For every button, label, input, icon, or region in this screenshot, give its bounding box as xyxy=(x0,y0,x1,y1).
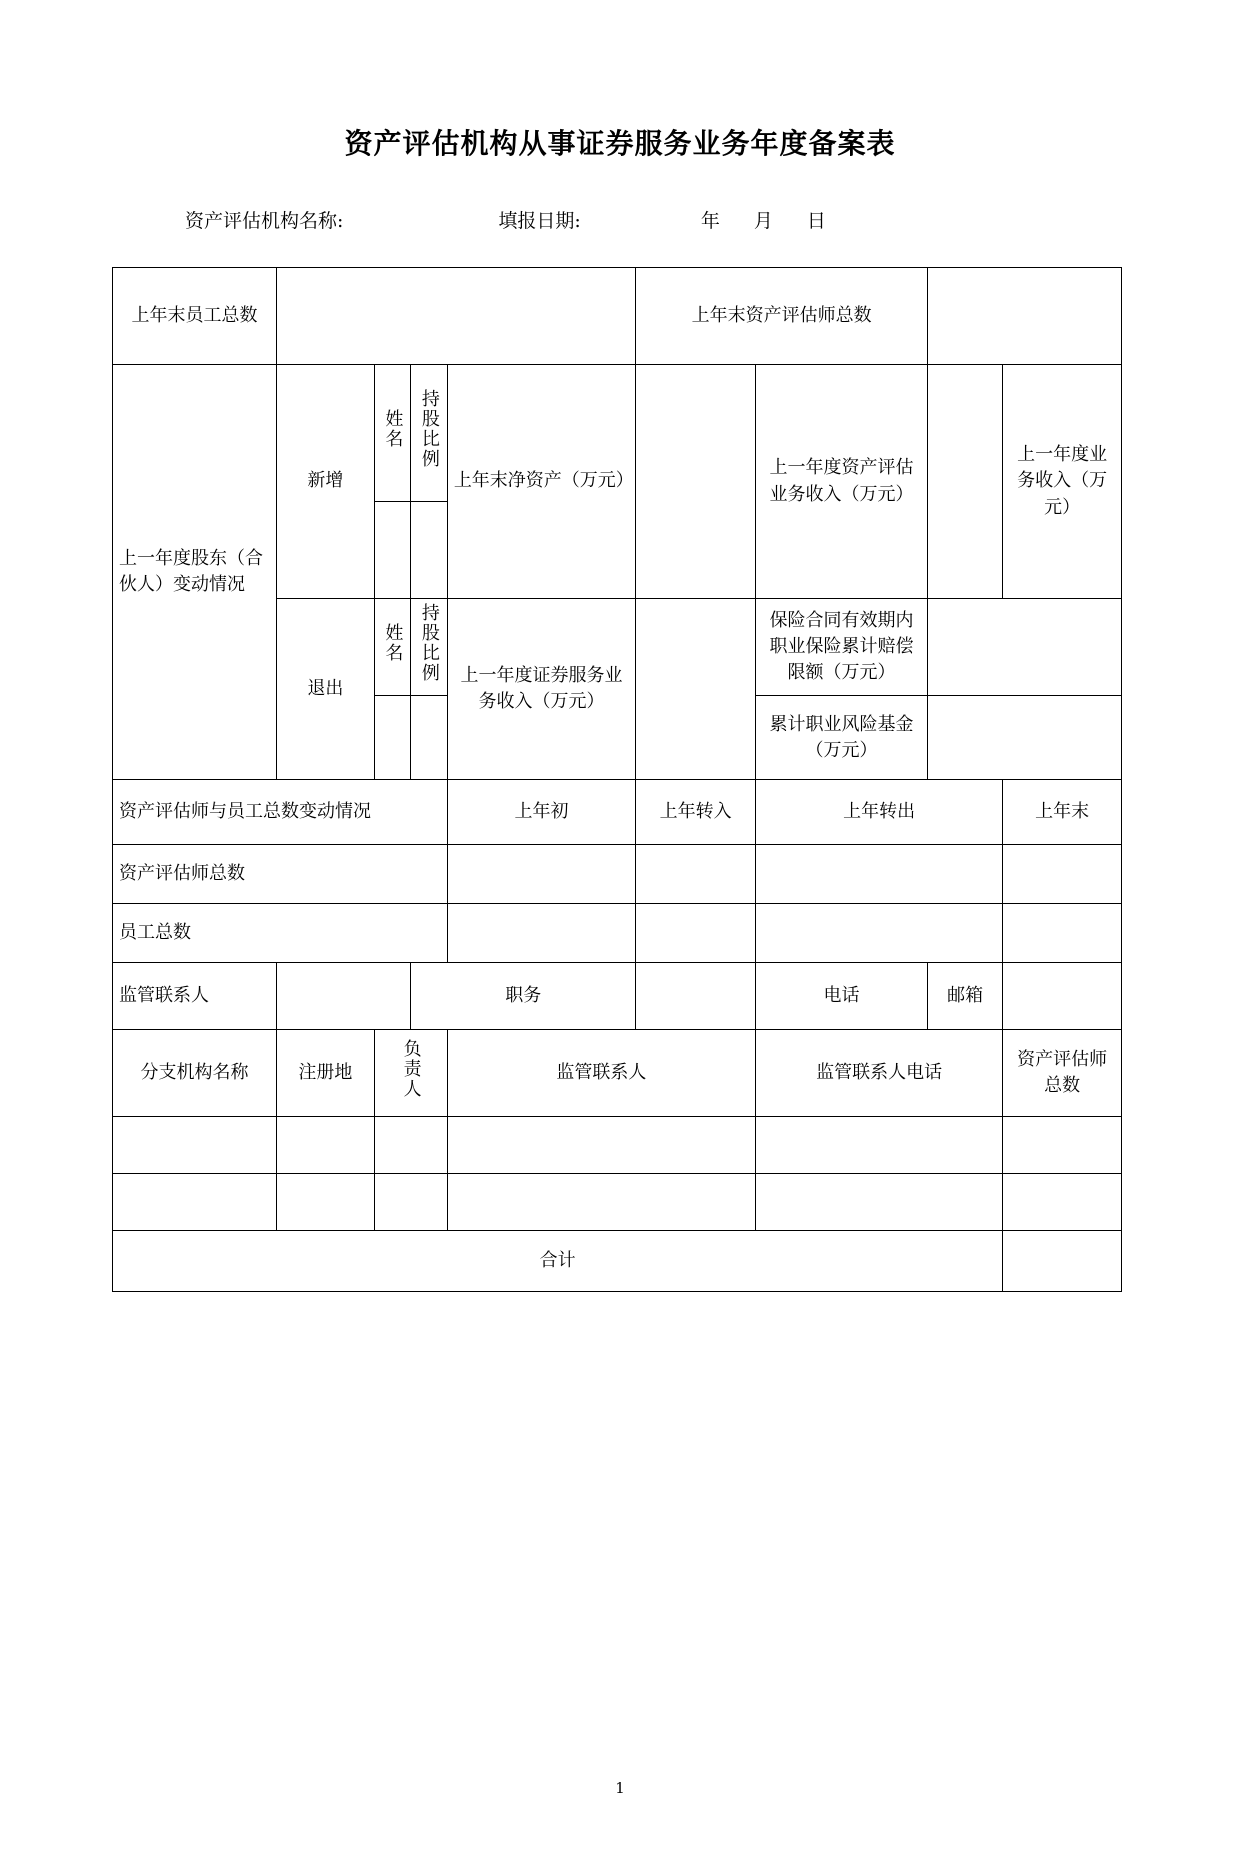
registration-place-label: 注册地 xyxy=(277,1030,375,1117)
exit-label: 退出 xyxy=(277,599,375,780)
branch-contact-label: 监管联系人 xyxy=(447,1030,755,1117)
table-row-staff-count xyxy=(113,904,1122,963)
added-name-label: 姓名 xyxy=(374,365,411,502)
net-assets-value[interactable] xyxy=(636,365,756,599)
added-label: 新增 xyxy=(277,365,375,599)
table-row-branch-header xyxy=(113,1030,1122,1117)
table-row-total xyxy=(113,1231,1122,1292)
supervisor-name-value[interactable] xyxy=(277,963,411,1030)
appraiser-total-label: 上年末资产评估师总数 xyxy=(636,268,928,365)
branch-appraiser-total-label: 资产评估师总数 xyxy=(1003,1030,1122,1117)
insurance-limit-label: 保险合同有效期内职业保险累计赔偿限额（万元） xyxy=(756,599,928,696)
branch-contact-value[interactable] xyxy=(447,1117,755,1174)
document-subheader xyxy=(185,206,1120,233)
branch-name-value[interactable] xyxy=(113,1174,277,1231)
table-row-headcount-header xyxy=(113,780,1122,845)
branch-name-label: 分支机构名称 xyxy=(113,1030,277,1117)
position-label: 职务 xyxy=(411,963,636,1030)
document-page xyxy=(0,122,1240,1875)
added-name-value[interactable] xyxy=(374,502,411,599)
supervisor-contact-label: 监管联系人 xyxy=(113,963,277,1030)
risk-fund-label: 累计职业风险基金（万元） xyxy=(756,696,928,780)
responsible-person-label: 负责人 xyxy=(374,1030,447,1117)
supervisor-position-value[interactable] xyxy=(636,963,756,1030)
exit-name-value[interactable] xyxy=(374,696,411,780)
staff-total-label: 上年末员工总数 xyxy=(113,268,277,365)
year-month-day-label: 年 月 日 xyxy=(700,210,840,232)
total-label: 合计 xyxy=(113,1231,1003,1292)
headcount-change-label: 资产评估师与员工总数变动情况 xyxy=(113,780,448,845)
risk-fund-value[interactable] xyxy=(927,696,1121,780)
branch-appraisers-value[interactable] xyxy=(1003,1174,1122,1231)
added-ratio-value[interactable] xyxy=(411,502,448,599)
appraiser-count-label: 资产评估师总数 xyxy=(113,845,448,904)
phone-label: 电话 xyxy=(756,963,928,1030)
appraisal-revenue-label: 上一年度资产评估业务收入（万元） xyxy=(756,365,928,599)
business-revenue-label: 上一年度业务收入（万元） xyxy=(1003,365,1122,599)
col-out-label: 上年转出 xyxy=(756,780,1003,845)
branch-place-value[interactable] xyxy=(277,1174,375,1231)
added-ratio-label: 持股比例 xyxy=(411,365,448,502)
fill-date-label: 填报日期: xyxy=(498,210,581,232)
exit-ratio-value[interactable] xyxy=(411,696,448,780)
col-begin-label: 上年初 xyxy=(447,780,635,845)
staff-out-value[interactable] xyxy=(756,904,1003,963)
appraiser-out-value[interactable] xyxy=(756,845,1003,904)
staff-end-value[interactable] xyxy=(1003,904,1122,963)
table-row xyxy=(113,1117,1122,1174)
insurance-limit-value[interactable] xyxy=(927,599,1121,696)
supervisor-email-value[interactable] xyxy=(1003,963,1122,1030)
branch-appraisers-value[interactable] xyxy=(1003,1117,1122,1174)
shareholder-change-label: 上一年度股东（合伙人）变动情况 xyxy=(113,365,277,780)
staff-in-value[interactable] xyxy=(636,904,756,963)
branch-contact-phone-label: 监管联系人电话 xyxy=(756,1030,1003,1117)
table-row-staff-total xyxy=(113,268,1122,365)
staff-count-label: 员工总数 xyxy=(113,904,448,963)
appraiser-begin-value[interactable] xyxy=(447,845,635,904)
table-row-supervisor-contact xyxy=(113,963,1122,1030)
col-end-label: 上年末 xyxy=(1003,780,1122,845)
branch-person-value[interactable] xyxy=(374,1117,447,1174)
appraiser-in-value[interactable] xyxy=(636,845,756,904)
table-row-added-1 xyxy=(113,365,1122,502)
org-name-label: 资产评估机构名称: xyxy=(185,210,344,232)
appraiser-total-value[interactable] xyxy=(927,268,1121,365)
branch-phone-value[interactable] xyxy=(756,1174,1003,1231)
net-assets-label: 上年末净资产（万元） xyxy=(447,365,635,599)
exit-ratio-label: 持股比例 xyxy=(411,599,448,696)
exit-name-label: 姓名 xyxy=(374,599,411,696)
branch-place-value[interactable] xyxy=(277,1117,375,1174)
branch-phone-value[interactable] xyxy=(756,1117,1003,1174)
email-label: 邮箱 xyxy=(927,963,1002,1030)
total-appraisers-value[interactable] xyxy=(1003,1231,1122,1292)
branch-contact-value[interactable] xyxy=(447,1174,755,1231)
branch-name-value[interactable] xyxy=(113,1117,277,1174)
filing-form-table xyxy=(112,267,1122,1292)
page-number: 1 xyxy=(615,1779,625,1797)
staff-begin-value[interactable] xyxy=(447,904,635,963)
table-row xyxy=(113,1174,1122,1231)
appraiser-end-value[interactable] xyxy=(1003,845,1122,904)
appraisal-revenue-value[interactable] xyxy=(927,365,1002,599)
table-row-appraiser-count xyxy=(113,845,1122,904)
page-title: 资产评估机构从事证券服务业务年度备案表 xyxy=(344,127,896,160)
securities-revenue-value[interactable] xyxy=(636,599,756,780)
col-in-label: 上年转入 xyxy=(636,780,756,845)
staff-total-value[interactable] xyxy=(277,268,636,365)
securities-revenue-label: 上一年度证券服务业务收入（万元） xyxy=(447,599,635,780)
branch-person-value[interactable] xyxy=(374,1174,447,1231)
